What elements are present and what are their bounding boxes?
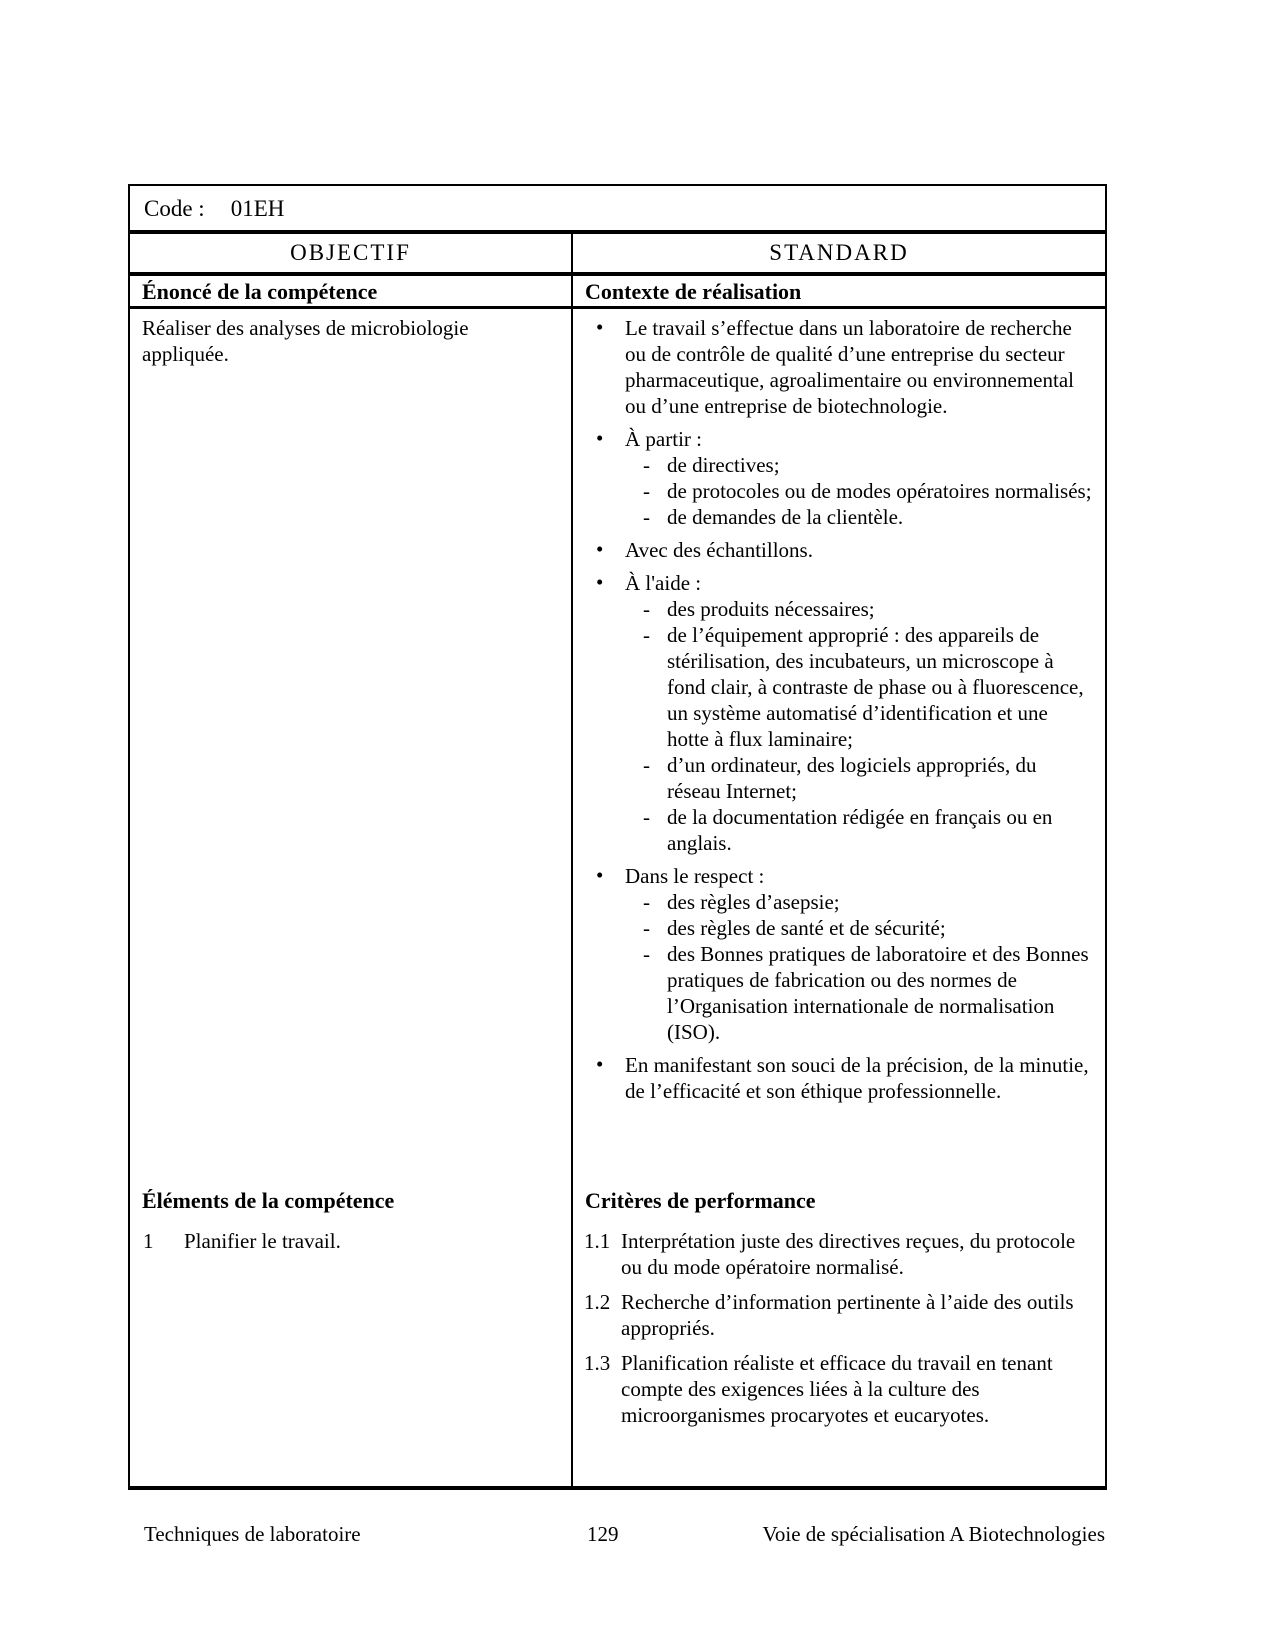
criterion-text: Planification réaliste et efficace du travail en tenant compte des exigences liées à la culture des microorganismes procaryotes et eucaryotes. bbox=[621, 1351, 1053, 1427]
competence-context-row bbox=[130, 309, 1105, 1181]
context-bullet-text: Le travail s’effectue dans un laboratoire de recherche ou de contrôle de qualité d’une entreprise du secteur pharmaceutique, agroalimentaire ou environnemental ou d’une entreprise de biotechnologie. bbox=[625, 316, 1074, 418]
objectif-column-header: OBJECTIF bbox=[290, 240, 411, 265]
context-bullet bbox=[573, 570, 1095, 596]
context-subitem-text: de directives; bbox=[667, 453, 780, 477]
bullet-icon: • bbox=[596, 315, 604, 339]
context-bullet-text: Avec des échantillons. bbox=[625, 538, 813, 562]
objective-standard-table bbox=[128, 184, 1107, 1490]
context-subitem-text: de la documentation rédigée en français ou en anglais. bbox=[667, 805, 1053, 855]
bullet-icon: • bbox=[596, 537, 604, 561]
context-bullet-text: À l'aide : bbox=[625, 571, 702, 595]
context-bullet bbox=[573, 315, 1095, 419]
context-bullet-text: Dans le respect : bbox=[625, 864, 765, 888]
dash-icon: - bbox=[643, 479, 650, 503]
dash-icon: - bbox=[643, 916, 650, 940]
context-subitem-text: des Bonnes pratiques de laboratoire et des Bonnes pratiques de fabrication ou des normes de l’Organisation internationale de normalisation (ISO). bbox=[667, 942, 1089, 1044]
context-subitem-text: de demandes de la clientèle. bbox=[667, 505, 904, 529]
criterion-number: 1.2 bbox=[584, 1290, 611, 1314]
enonce-heading: Énoncé de la compétence bbox=[142, 279, 378, 304]
footer-document-title: Techniques de laboratoire bbox=[144, 1522, 361, 1546]
context-subitem-text: de l’équipement approprié : des appareils de stérilisation, des incubateurs, un microscope à fond clair, à contraste de phase ou à fluorescence, un système automatisé d’identification et une hotte à flux laminaire; bbox=[667, 623, 1084, 751]
context-subitem bbox=[573, 804, 1095, 856]
code-value: 01EH bbox=[230, 196, 285, 221]
context-bullet bbox=[573, 1052, 1095, 1104]
footer-page-number: 129 bbox=[587, 1522, 619, 1546]
dash-icon: - bbox=[643, 890, 650, 914]
context-subitem-text: de protocoles ou de modes opératoires normalisés; bbox=[667, 479, 1092, 503]
context-subitem bbox=[573, 478, 1095, 504]
elements-heading: Éléments de la compétence bbox=[142, 1188, 395, 1213]
context-subitem-text: des règles de santé et de sécurité; bbox=[667, 916, 946, 940]
context-bullet bbox=[573, 863, 1095, 889]
context-subitem bbox=[573, 889, 1095, 915]
context-subitem-text: des règles d’asepsie; bbox=[667, 890, 840, 914]
competence-cell bbox=[130, 309, 571, 1181]
context-bullet-text: En manifestant son souci de la précision, de la minutie, de l’efficacité et son éthique professionnelle. bbox=[625, 1053, 1089, 1103]
context-subitem-text: des produits nécessaires; bbox=[667, 597, 875, 621]
context-subitem bbox=[573, 752, 1095, 804]
criterion-item bbox=[573, 1350, 1095, 1428]
elements-cell bbox=[130, 1181, 571, 1486]
criteres-heading: Critères de performance bbox=[585, 1188, 816, 1213]
bullet-icon: • bbox=[596, 570, 604, 594]
dash-icon: - bbox=[643, 453, 650, 477]
dash-icon: - bbox=[643, 753, 650, 777]
context-subitem bbox=[573, 452, 1095, 478]
criterion-item bbox=[573, 1289, 1095, 1341]
bullet-icon: • bbox=[596, 863, 604, 887]
context-subitem bbox=[573, 941, 1095, 1045]
bullet-icon: • bbox=[596, 1052, 604, 1076]
bullet-icon: • bbox=[596, 426, 604, 450]
criteria-cell bbox=[571, 1181, 1105, 1486]
criterion-item bbox=[573, 1228, 1095, 1280]
element-text: Planifier le travail. bbox=[184, 1229, 341, 1253]
criterion-text: Recherche d’information pertinente à l’aide des outils appropriés. bbox=[621, 1290, 1074, 1340]
criterion-number: 1.3 bbox=[584, 1351, 611, 1375]
dash-icon: - bbox=[643, 597, 650, 621]
competence-statement: Réaliser des analyses de microbiologie appliquée. bbox=[142, 316, 469, 366]
dash-icon: - bbox=[643, 623, 650, 647]
contexte-heading: Contexte de réalisation bbox=[571, 276, 1105, 306]
context-bullet bbox=[573, 426, 1095, 452]
footer-section-title: Voie de spécialisation A Biotechnologies bbox=[762, 1522, 1105, 1546]
context-subitem bbox=[573, 915, 1095, 941]
context-subitem bbox=[573, 622, 1095, 752]
element-number: 1 bbox=[143, 1229, 154, 1253]
dash-icon: - bbox=[643, 805, 650, 829]
page-footer bbox=[0, 1522, 1275, 1552]
code-row bbox=[130, 186, 1105, 234]
criterion-number: 1.1 bbox=[584, 1229, 611, 1253]
context-cell bbox=[571, 309, 1105, 1181]
element-item bbox=[142, 1228, 557, 1254]
elements-criteria-row bbox=[130, 1181, 1105, 1486]
column-header-row bbox=[130, 234, 1105, 276]
section-heading-row bbox=[130, 276, 1105, 309]
context-bullet bbox=[573, 537, 1095, 563]
dash-icon: - bbox=[643, 505, 650, 529]
context-subitem bbox=[573, 596, 1095, 622]
context-subitem bbox=[573, 504, 1095, 530]
dash-icon: - bbox=[643, 942, 650, 966]
context-bullet-text: À partir : bbox=[625, 427, 702, 451]
context-subitem-text: d’un ordinateur, des logiciels appropriés, du réseau Internet; bbox=[667, 753, 1037, 803]
criterion-text: Interprétation juste des directives reçues, du protocole ou du mode opératoire normalisé. bbox=[621, 1229, 1076, 1279]
code-label: Code : bbox=[144, 196, 205, 221]
standard-column-header: STANDARD bbox=[571, 234, 1105, 272]
